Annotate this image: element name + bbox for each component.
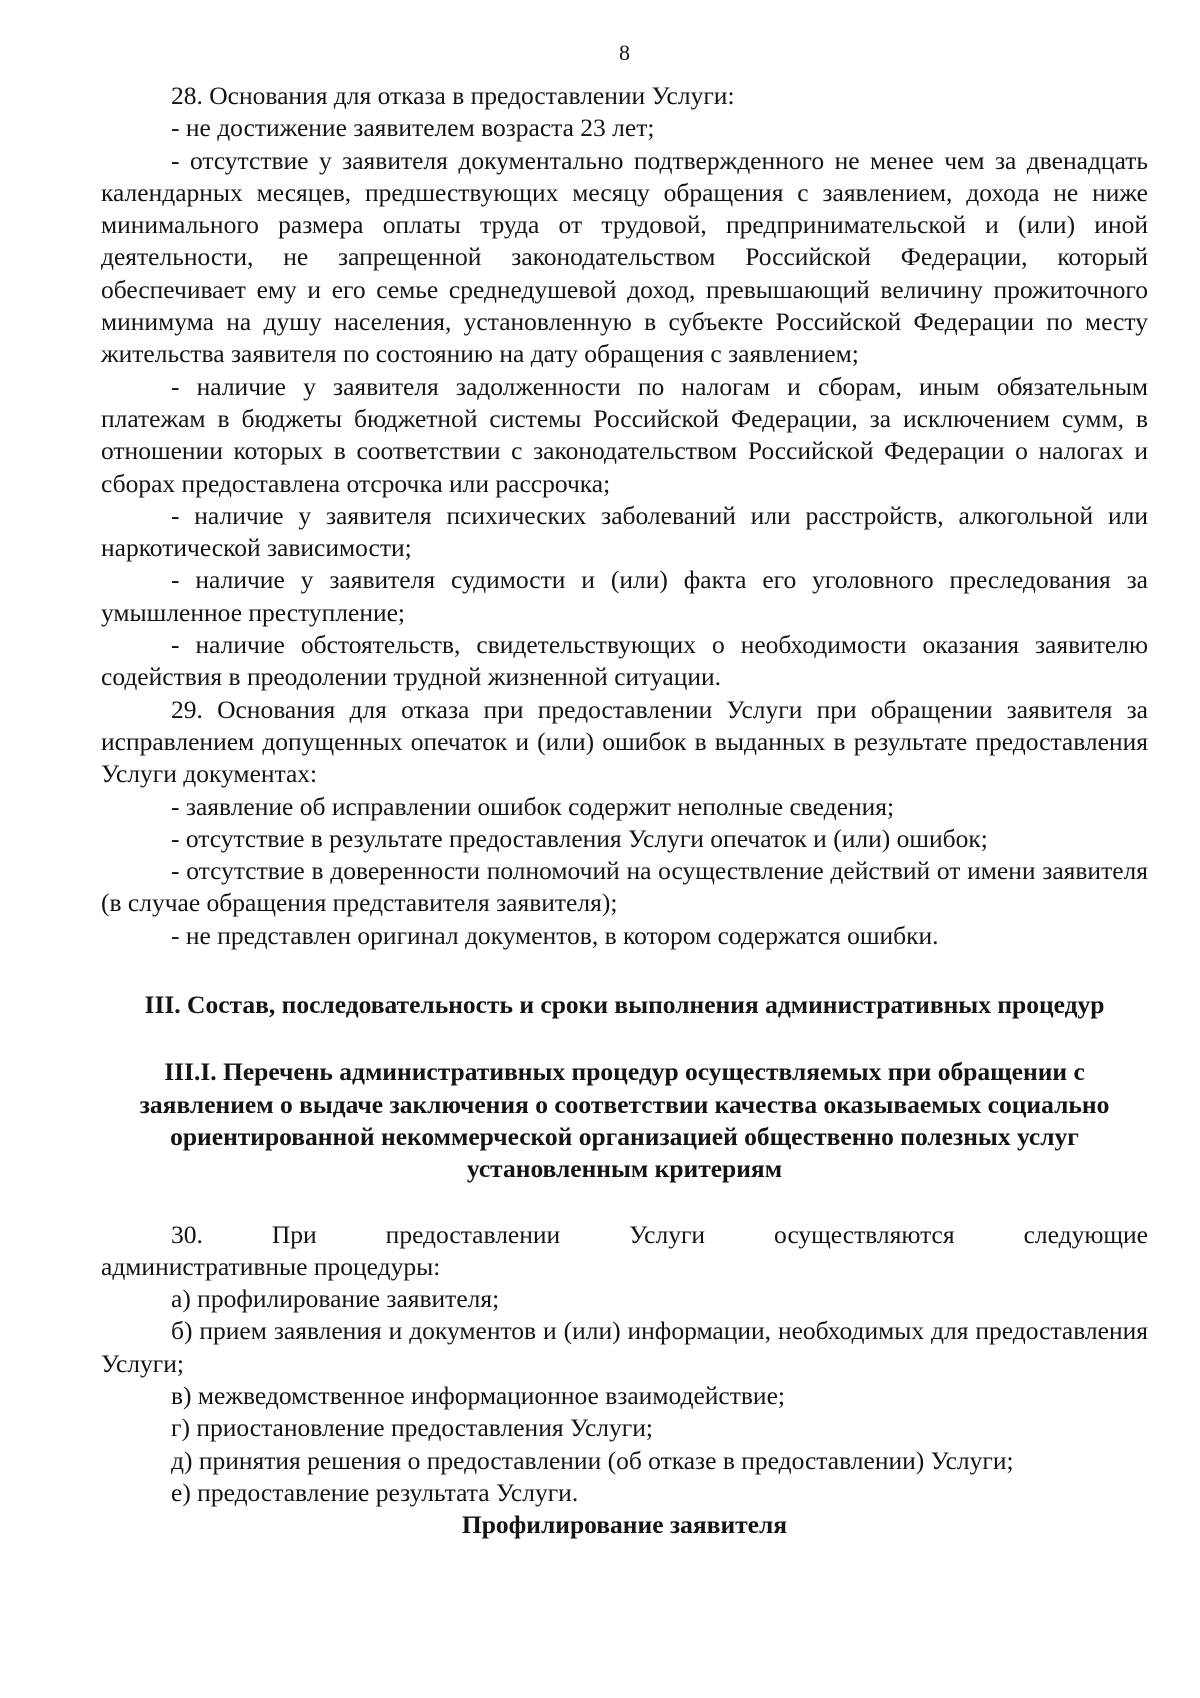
item-28-bullet: - отсутствие у заявителя документально подтвержденного не менее чем за двенадцать календарных месяцев, предшествующих месяцу обращения с заявлением, дохода не ниже минимального размера оплаты труда от трудовой, предпринимательской и (или) иной деятельности, не запрещенной законодательством Российской Федерации, который обеспечивает ему и его семье среднедушевой доход, превышающий величину прожиточного минимума на душу населения, установленную в субъекте Российской Федерации по месту жительства заявителя по состоянию на дату обращения с заявлением; <box>101 145 1148 369</box>
item-30-list-item: е) предоставление результата Услуги. <box>171 1477 579 1507</box>
item-30-list-item: г) приостановление предоставления Услуги; <box>171 1413 653 1443</box>
document-page <box>101 40 1148 1541</box>
item-29-bullet: - отсутствие в доверенности полномочий на осуществление действий от имени заявителя (в случае обращения представителя заявителя); <box>101 856 1148 918</box>
item-29-bullet: - не представлен оригинал документов, в котором содержатся ошибки. <box>171 920 939 950</box>
item-29-bullet: - заявление об исправлении ошибок содержит неполные сведения; <box>171 791 895 821</box>
item-30-list-item: в) межведомственное информационное взаимодействие; <box>171 1380 785 1410</box>
item-29-bullet: - отсутствие в результате предоставления Услуги опечаток и (или) ошибок; <box>171 823 988 853</box>
item-28-heading: 28. Основания для отказа в предоставлении Услуги: <box>171 81 735 110</box>
item-28-bullet: - не достижение заявителем возраста 23 лет; <box>171 113 655 143</box>
item-28-bullet: - наличие у заявителя судимости и (или) факта его уголовного преследования за умышленное преступление; <box>101 565 1148 627</box>
item-29-heading: 29. Основания для отказа при предоставлении Услуги при обращении заявителя за исправлением допущенных опечаток и (или) ошибок в выданных в результате предоставления Услуги документах: <box>101 694 1148 789</box>
item-30-list-item: б) прием заявления и документов и (или) информации, необходимых для предоставления Услуги; <box>101 1316 1148 1378</box>
item-30-list-item: а) профилирование заявителя; <box>171 1284 500 1314</box>
profiling-title: Профилирование заявителя <box>461 1510 788 1540</box>
page-number: 8 <box>619 40 630 65</box>
item-28-bullet: - наличие обстоятельств, свидетельствующих о необходимости оказания заявителю содействия в преодолении трудной жизненной ситуации. <box>101 630 1148 692</box>
section-3-title: III. Состав, последовательность и сроки выполнения административных процедур <box>144 990 1105 1020</box>
item-30-heading-cont: административные процедуры: <box>101 1251 441 1281</box>
item-28-bullet: - наличие у заявителя психических заболеваний или расстройств, алкогольной или наркотической зависимости; <box>101 500 1148 563</box>
item-28-bullet: - наличие у заявителя задолженности по налогам и сборам, иным обязательным платежам в бюджеты бюджетной системы Российской Федерации, за исключением сумм, в отношении которых в соответствии с законодательством Российской Федерации о налогах и сборах предоставлена отсрочка или рассрочка; <box>101 371 1148 498</box>
section-3-1-title: III.I. Перечень административных процедур осуществляемых при обращении с заявлением о выдаче заключения о соответствии качества оказываемых социально ориентированной некоммерческой организацией общественно полезных услуг установленным критериям <box>139 1057 1110 1184</box>
item-30-heading: 30. При предоставлении Услуги осуществляются следующие <box>171 1219 1148 1249</box>
item-30-list-item: д) принятия решения о предоставлении (об отказе в предоставлении) Услуги; <box>171 1445 1014 1475</box>
